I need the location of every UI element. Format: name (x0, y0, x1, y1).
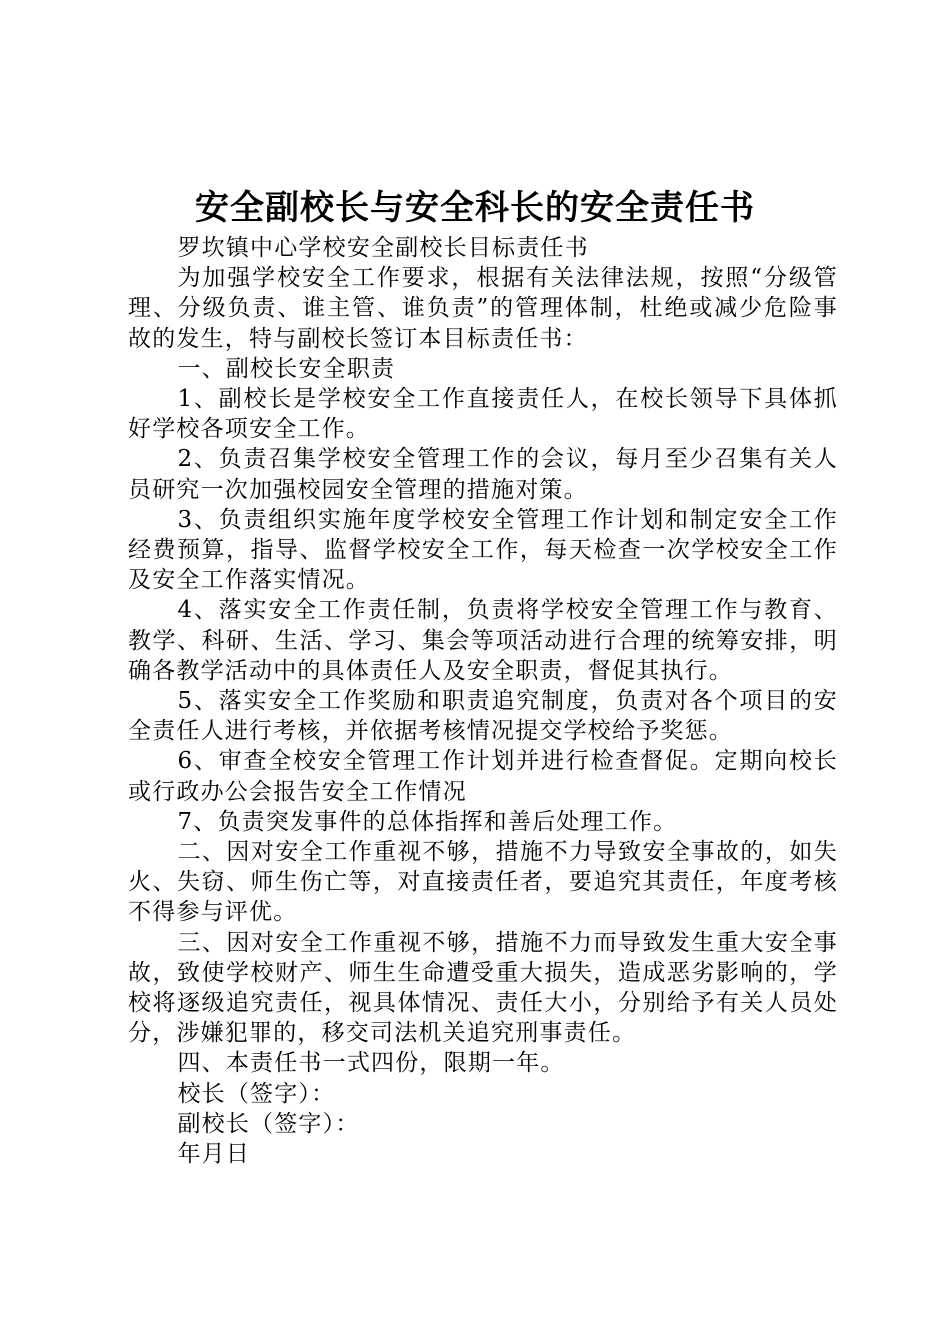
principal-signature-line: 校长（签字）： (177, 1080, 336, 1107)
section-2-paragraph: 二、因对安全工作重视不够，措施不力导致安全事故的，如失火、失窃、师生伤亡等，对直接责任者，要追究其责任，年度考核不得参与评优。 (128, 839, 838, 926)
duty-item-6: 6、审查全校安全管理工作计划并进行检查督促。定期向校长或行政办公会报告安全工作情况 (128, 748, 838, 805)
intro-paragraph: 为加强学校安全工作要求，根据有关法律法规，按照“分级管理、分级负责、谁主管、谁负责”的管理体制，杜绝或减少危险事故的发生，特与副校长签订本目标责任书： (128, 265, 838, 352)
date-line: 年月日 (177, 1141, 251, 1168)
section-3-paragraph: 三、因对安全工作重视不够，措施不力而导致发生重大安全事故，致使学校财产、师生生命遭受重大损失，造成恶劣影响的，学校将逐级追究责任，视具体情况、责任大小，分别给予有关人员处分，涉嫌犯罪的，移交司法机关追究刑事责任。 (128, 929, 838, 1047)
subtitle-paragraph: 罗坎镇中心学校安全副校长目标责任书 (177, 235, 589, 261)
duty-item-5: 5、落实安全工作奖励和职责追究制度，负责对各个项目的安全责任人进行考核，并依据考核情况提交学校给予奖惩。 (128, 688, 838, 745)
section-4-paragraph: 四、本责任书一式四份，限期一年。 (177, 1050, 565, 1077)
document-body (128, 233, 838, 1169)
section-heading-1: 一、副校长安全职责 (177, 355, 396, 382)
duty-item-3: 3、负责组织实施年度学校安全管理工作计划和制定安全工作经费预算，指导、监督学校安全工作，每天检查一次学校安全工作及安全工作落实情况。 (128, 506, 838, 594)
document-title: 安全副校长与安全科长的安全责任书 (195, 188, 755, 228)
vice-principal-signature-line: 副校长（签字）： (177, 1110, 360, 1137)
duty-item-1: 1、副校长是学校安全工作直接责任人，在校长领导下具体抓好学校各项安全工作。 (128, 386, 838, 443)
duty-item-4: 4、落实安全工作责任制，负责将学校安全管理工作与教育、教学、科研、生活、学习、集会等项活动进行合理的统筹安排，明确各教学活动中的具体责任人及安全职责，督促其执行。 (128, 597, 838, 684)
duty-item-7: 7、负责突发事件的总体指挥和善后处理工作。 (177, 808, 678, 835)
duty-item-2: 2、负责召集学校安全管理工作的会议，每月至少召集有关人员研究一次加强校园安全管理的措施对策。 (128, 446, 838, 503)
